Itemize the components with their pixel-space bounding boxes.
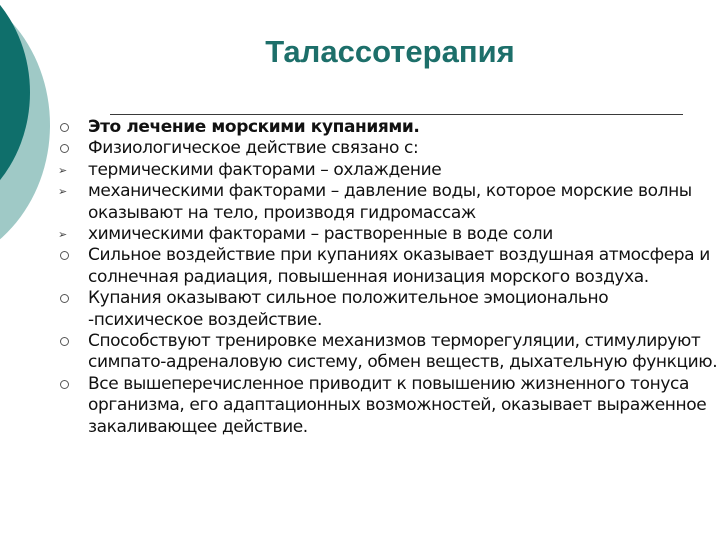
list-item — [58, 117, 718, 138]
list-item-text: Сильное воздействие при купаниях оказывает воздушная атмосфера и солнечная радиация, повышенная ионизация морского воздуха. — [88, 245, 710, 287]
list-item-text: механическими факторами – давление воды, которое морские волны оказывают на тело, производя гидромассаж — [88, 181, 692, 223]
list-item-text: термическими факторами – охлаждение — [88, 159, 442, 180]
arrow-bullet-icon: ➢ — [58, 163, 68, 177]
circle-bullet-icon — [58, 245, 72, 266]
circle-bullet-icon — [58, 288, 72, 309]
list-item — [58, 331, 718, 374]
list-item — [58, 224, 718, 245]
list-item-text: Физиологическое действие связано с: — [88, 138, 419, 159]
circle-bullet-icon — [58, 138, 72, 159]
list-item-text: химическими факторами – растворенные в воде соли — [88, 224, 553, 245]
circle-bullet-icon — [58, 117, 72, 138]
circle-bullet-icon — [58, 374, 72, 395]
list-item — [58, 374, 718, 438]
list-item-text: Купания оказывают сильное положительное эмоционально -психическое воздействие. — [88, 288, 609, 330]
arrow-bullet-icon: ➢ — [58, 228, 68, 242]
list-item — [58, 245, 718, 288]
title-divider — [110, 114, 683, 115]
list-item — [58, 160, 718, 181]
list-item-text: Это лечение морскими купаниями. — [88, 117, 420, 137]
circle-bullet-icon — [58, 331, 72, 352]
arrow-bullet-icon: ➢ — [58, 185, 68, 199]
list-item-text: Все вышеперечисленное приводит к повышению жизненного тонуса организма, его адаптационных возможностей, оказывает выраженное закаливающее действие. — [88, 373, 707, 437]
bullet-list — [58, 117, 718, 438]
slide-title: Талассотерапия — [265, 34, 515, 69]
list-item — [58, 288, 718, 331]
list-item-text: Способствуют тренировке механизмов терморегуляции, стимулируют симпато-адреналовую систему, обмен веществ, дыхательную функцию. — [88, 331, 718, 373]
list-item — [58, 181, 718, 224]
list-item — [58, 138, 718, 159]
